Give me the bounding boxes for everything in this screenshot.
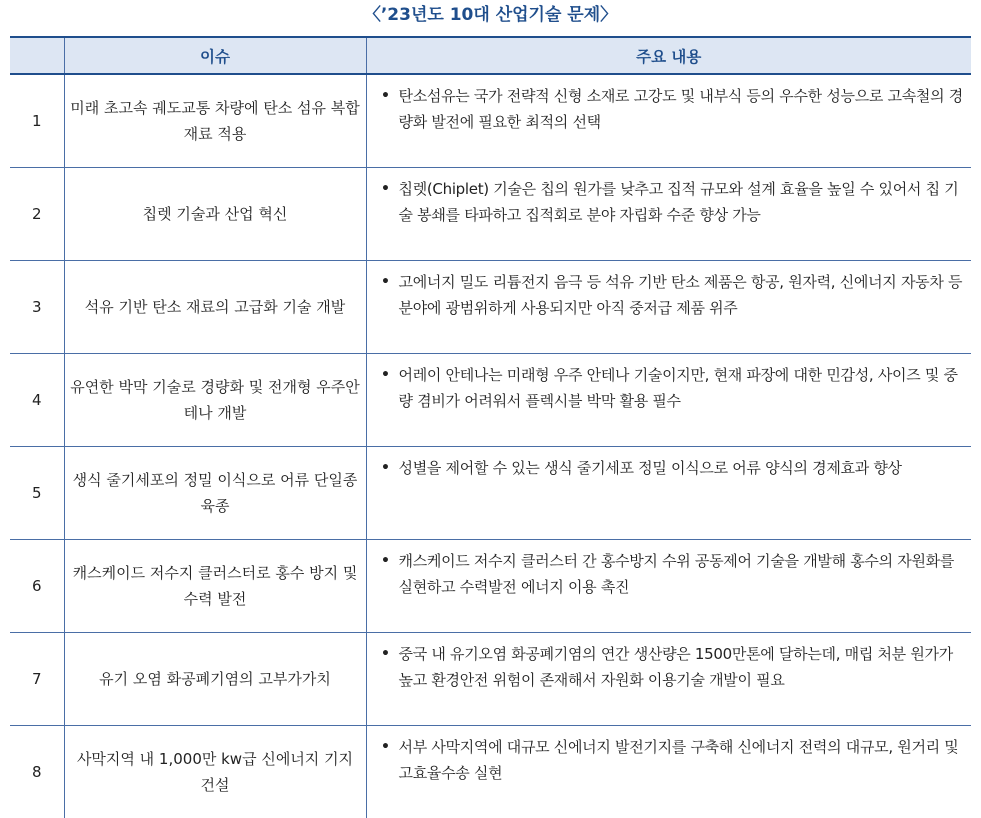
description-cell <box>366 261 971 354</box>
bullet-icon: • <box>373 176 399 202</box>
bullet-icon: • <box>373 362 399 388</box>
table-row <box>10 726 971 818</box>
table-row <box>10 74 971 168</box>
header-issue: 이슈 <box>64 37 366 74</box>
table-header-row <box>10 37 971 74</box>
description-cell <box>366 354 971 447</box>
description-text: 성별을 제어할 수 있는 생식 줄기세포 정밀 이식으로 어류 양식의 경제효과 향상 <box>399 455 968 481</box>
row-number: 1 <box>10 74 64 168</box>
description-text: 고에너지 밀도 리튬전지 음극 등 석유 기반 탄소 제품은 항공, 원자력, 신에너지 자동차 등 분야에 광범위하게 사용되지만 아직 중저급 제품 위주 <box>399 269 968 321</box>
table-row <box>10 354 971 447</box>
bullet-icon: • <box>373 734 399 760</box>
issue-cell: 캐스케이드 저수지 클러스터로 홍수 방지 및 수력 발전 <box>64 540 366 633</box>
table-row <box>10 447 971 540</box>
issue-cell: 석유 기반 탄소 재료의 고급화 기술 개발 <box>64 261 366 354</box>
description-text: 탄소섬유는 국가 전략적 신형 소재로 고강도 및 내부식 등의 우수한 성능으로 고속철의 경량화 발전에 필요한 최적의 선택 <box>399 83 968 135</box>
row-number: 3 <box>10 261 64 354</box>
description-cell <box>366 540 971 633</box>
header-main-content: 주요 내용 <box>366 37 971 74</box>
bullet-icon: • <box>373 548 399 574</box>
header-number <box>10 37 64 74</box>
description-cell <box>366 168 971 261</box>
row-number: 6 <box>10 540 64 633</box>
description-text: 어레이 안테나는 미래형 우주 안테나 기술이지만, 현재 파장에 대한 민감성, 사이즈 및 중량 겸비가 어려워서 플렉시블 박막 활용 필수 <box>399 362 968 414</box>
issue-cell: 미래 초고속 궤도교통 차량에 탄소 섬유 복합 재료 적용 <box>64 74 366 168</box>
description-cell <box>366 633 971 726</box>
issue-cell: 칩렛 기술과 산업 혁신 <box>64 168 366 261</box>
table-row <box>10 168 971 261</box>
row-number: 5 <box>10 447 64 540</box>
row-number: 7 <box>10 633 64 726</box>
row-number: 8 <box>10 726 64 818</box>
issue-cell: 사막지역 내 1,000만 kw급 신에너지 기지 건설 <box>64 726 366 818</box>
issue-cell: 생식 줄기세포의 정밀 이식으로 어류 단일종 육종 <box>64 447 366 540</box>
description-cell <box>366 447 971 540</box>
bullet-icon: • <box>373 641 399 667</box>
description-text: 칩렛(Chiplet) 기술은 칩의 원가를 낮추고 집적 규모와 설계 효율을 높일 수 있어서 칩 기술 봉쇄를 타파하고 집적회로 분야 자립화 수준 향상 가능 <box>399 176 968 228</box>
description-cell <box>366 74 971 168</box>
bullet-icon: • <box>373 83 399 109</box>
table-row <box>10 540 971 633</box>
technology-issues-table <box>10 36 971 818</box>
issue-cell: 유연한 박막 기술로 경량화 및 전개형 우주안테나 개발 <box>64 354 366 447</box>
bullet-icon: • <box>373 455 399 481</box>
bullet-icon: • <box>373 269 399 295</box>
table-row <box>10 633 971 726</box>
description-text: 중국 내 유기오염 화공폐기염의 연간 생산량은 1500만톤에 달하는데, 매립 처분 원가가 높고 환경안전 위험이 존재해서 자원화 이용기술 개발이 필요 <box>399 641 968 693</box>
description-cell <box>366 726 971 818</box>
description-text: 서부 사막지역에 대규모 신에너지 발전기지를 구축해 신에너지 전력의 대규모, 원거리 및 고효율수송 실현 <box>399 734 968 786</box>
table-title: 〈’23년도 10대 산업기술 문제〉 <box>0 0 981 34</box>
description-text: 캐스케이드 저수지 클러스터 간 홍수방지 수위 공동제어 기술을 개발해 홍수의 자원화를 실현하고 수력발전 에너지 이용 촉진 <box>399 548 968 600</box>
table-row <box>10 261 971 354</box>
issue-cell: 유기 오염 화공폐기염의 고부가가치 <box>64 633 366 726</box>
row-number: 4 <box>10 354 64 447</box>
row-number: 2 <box>10 168 64 261</box>
